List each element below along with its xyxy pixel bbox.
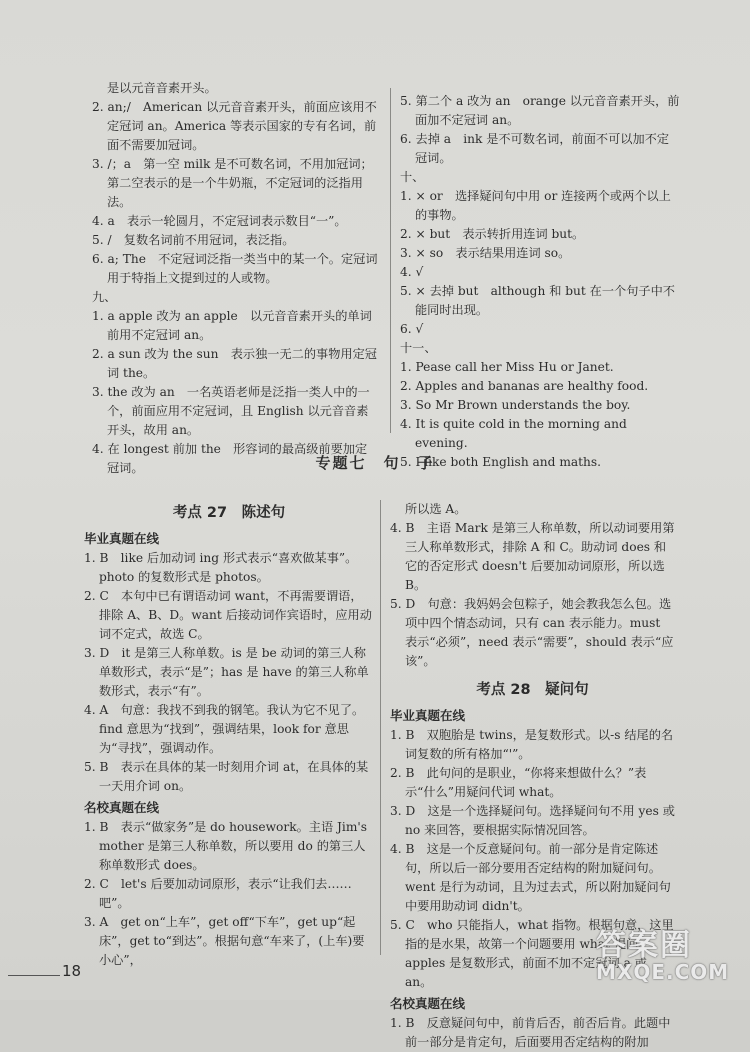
answer-line: 4. A 句意：我找不到我的钢笔。我认为它不见了。find 意思为“找到”，强调结果，look for 意思为“寻找”，强调动作。 <box>84 703 365 755</box>
answer-line: 4. B 这是一个反意疑问句。前一部分是肯定陈述句，所以后一部分要用否定结构的附加疑问句。went 是行为动词，且为过去式，所以附加疑问句中要用助动词 didn't。 <box>390 842 671 913</box>
answer-line: 3. D it 是第三人称单数。is 是 be 动词的第三人称单数形式，表示“是”；has 是 have 的第三人称单数形式，表示“有”。 <box>84 646 369 698</box>
column-divider <box>380 500 381 955</box>
top-left-column <box>92 79 378 478</box>
answer-line: 6. a; The 不定冠词泛指一类当中的某一个。定冠词用于特指上文提到过的人或物。 <box>92 252 378 285</box>
topic-27-title: 考点 27 陈述句 <box>172 505 286 521</box>
answer-line: 2. B 此句问的是职业，“你将来想做什么？”表示“什么”用疑问代词 what。 <box>390 766 647 799</box>
answer-line: 5. / 复数名词前不用冠词，表泛指。 <box>92 233 295 247</box>
topic-28-title: 考点 28 疑问句 <box>476 682 589 698</box>
answer-line: 4. a 表示一轮圆月，不定冠词表示数目“一”。 <box>92 214 347 228</box>
answer-line: 1. B 反意疑问句中，前肯后否，前否后肯。此题中前一部分是肯定句，后面要用否定结构的附加 <box>390 1016 671 1049</box>
answer-line: 4. √ <box>400 265 424 279</box>
answer-line: 2. C let's 后要加动词原形，表示“让我们去……吧”。 <box>84 877 352 910</box>
answer-line: 4. B 主语 Mark 是第三人称单数，所以动词要用第三人称单数形式，排除 A 和 C。助动词 does 和它的否定形式 doesn't 后要加动词原形，所以选 B。 <box>390 521 675 592</box>
answer-line: 是以元音音素开头。 <box>107 81 217 95</box>
answer-line: 1. a apple 改为 an apple 以元音音素开头的单词前用不定冠词 an。 <box>92 309 372 342</box>
answer-line: 5. D 句意：我妈妈会包粽子，她会教我怎么包。选项中四个情态动词，只有 can 表示能力。must 表示“必须”，need 表示“需要”，should 表示“应该”。 <box>390 597 674 668</box>
answer-line: 2. C 本句中已有谓语动词 want，不再需要谓语，排除 A、B、D。want 后接动词作宾语时，应用动词不定式，故选 C。 <box>84 589 372 641</box>
answer-line: 3. So Mr Brown understands the boy. <box>400 398 631 412</box>
answer-line: 5. B 表示在具体的某一时刻用介词 at，在具体的某一天用介词 on。 <box>84 760 369 793</box>
answer-line: 5. × 去掉 but although 和 but 在一个句子中不能同时出现。 <box>400 284 675 317</box>
sub-heading: 名校真题在线 <box>84 800 160 815</box>
watermark-main-text: 答案圈 <box>596 928 692 963</box>
answer-line: 4. It is quite cold in the morning and evening. <box>400 417 627 450</box>
answer-line: 3. × so 表示结果用连词 so。 <box>400 246 571 260</box>
answer-line: 2. Apples and bananas are healthy food. <box>400 379 649 393</box>
bottom-left-column <box>84 500 374 970</box>
answer-line: 1. Pease call her Miss Hu or Janet. <box>400 360 614 374</box>
section-number: 十一、 <box>400 341 437 355</box>
answer-line: 3. A get on“上车”，get off“下车”，get up“起床”，get to“到达”。根据句意“车来了，(上车)要小心”， <box>84 915 365 967</box>
answer-line: 2. × but 表示转折用连词 but。 <box>400 227 585 241</box>
watermark-sub-text: MXQE.COM <box>596 960 730 984</box>
answer-line: 5. I like both English and maths. <box>400 455 602 469</box>
section-number: 十、 <box>400 170 425 184</box>
answer-line: 3. D 这是一个选择疑问句。选择疑问句不用 yes 或 no 来回答，要根据实际情况回答。 <box>390 804 675 837</box>
section-number: 九、 <box>92 290 117 304</box>
watermark-logo <box>596 920 736 990</box>
answer-line: 5. C who 只能指人，what 指物。根据句意，这里指的是水果，故第一个问题要用 what 提问。apples 是复数形式，前面不加不定冠词 a 或 an。 <box>390 918 674 989</box>
answer-line: 3. /；a 第一空 milk 是不可数名词，不用加冠词；第二空表示的是一个牛奶瓶，不定冠词的泛指用法。 <box>92 157 373 209</box>
answer-line: 1. B 双胞胎是 twins，是复数形式。以-s 结尾的名词复数的所有格加“'”。 <box>390 728 674 761</box>
answer-line: 1. B 表示“做家务”是 do housework。主语 Jim's mother 是第三人称单数，所以要用 do 的第三人称单数形式 does。 <box>84 820 367 872</box>
sub-heading: 名校真题在线 <box>390 996 466 1011</box>
sub-heading: 毕业真题在线 <box>390 708 466 723</box>
answer-line: 所以选 A。 <box>405 502 467 516</box>
answer-line: 2. a sun 改为 the sun 表示独一无二的事物用定冠词 the。 <box>92 347 377 380</box>
answer-line: 6. √ <box>400 322 424 336</box>
answer-line: 4. 在 longest 前加 the 形容词的最高级前要加定冠词。 <box>92 442 368 475</box>
answer-line: 1. B like 后加动词 ing 形式表示“喜欢做某事”。photo 的复数形式是 photos。 <box>84 551 358 584</box>
chapter-title: 专题七 句 子 <box>315 454 435 472</box>
top-right-column <box>400 92 680 472</box>
column-divider <box>390 88 391 433</box>
page-number: 18 <box>62 962 82 980</box>
answer-line: 5. 第二个 a 改为 an orange 以元音音素开头，前面加不定冠词 an。 <box>400 94 680 127</box>
sub-heading: 毕业真题在线 <box>84 531 160 546</box>
answer-line: 6. 去掉 a ink 是不可数名词，前面不可以加不定冠词。 <box>400 132 670 165</box>
page-number-rule <box>8 975 60 976</box>
answer-line: 2. an;/ American 以元音音素开头，前面应该用不定冠词 an。America 等表示国家的专有名词，前面不需要加冠词。 <box>92 100 377 152</box>
answer-line: 3. the 改为 an 一名英语老师是泛指一类人中的一个，前面应用不定冠词，且 English 以元音音素开头，故用 an。 <box>92 385 370 437</box>
answer-line: 1. × or 选择疑问句中用 or 连接两个或两个以上的事物。 <box>400 189 671 222</box>
